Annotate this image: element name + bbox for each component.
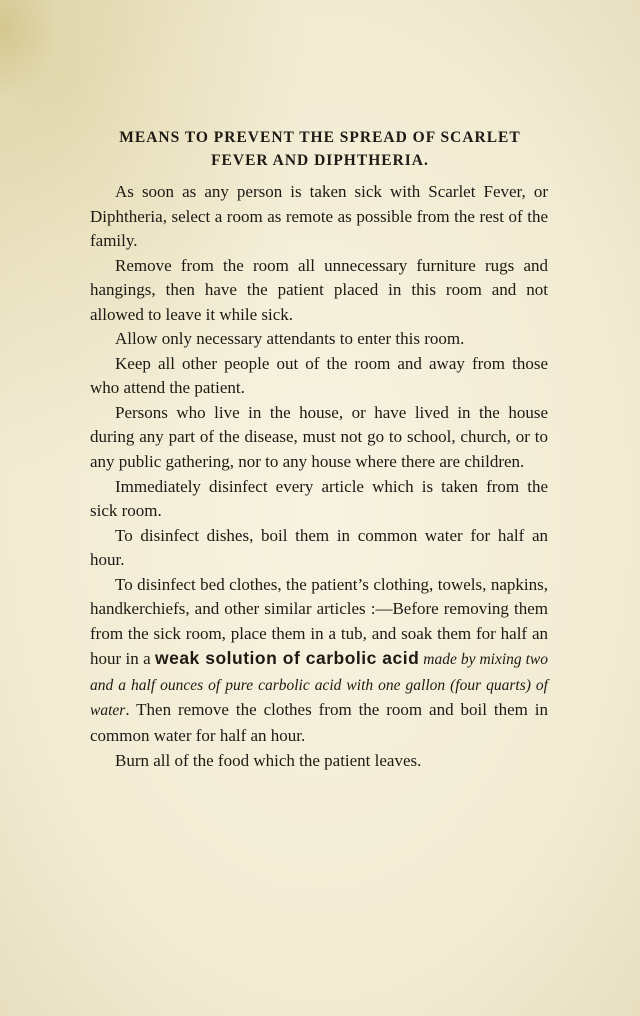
paragraph-burn-food: Burn all of the food which the patient leaves. (115, 750, 422, 770)
paragraph-keep-people-out: Keep all other people out of the room and away from those who attend the patient. (90, 353, 548, 398)
paragraph-disinfect-clothes (90, 573, 548, 749)
paragraph-disinfect-articles: Immediately disinfect every article which is taken from the sick room. (90, 476, 548, 521)
body-text (90, 180, 548, 773)
paragraph-isolate-patient: As soon as any person is taken sick with Scarlet Fever, or Diphtheria, select a room as remote as possible from the rest of the family. (90, 182, 548, 251)
of-water: ) of water (90, 676, 548, 720)
paragraph-attendants: Allow only necessary attendants to enter this room. (115, 329, 465, 349)
title-line-2: FEVER AND DIPHTHERIA. (211, 152, 429, 169)
title-line-1: MEANS TO PREVENT THE SPREAD OF SCARLET (119, 129, 521, 146)
mixing-instructions: made by mixing two and a half ounces of pure carbolic acid with one gallon ( (90, 651, 548, 694)
paper-stain (0, 0, 60, 100)
clothes-text-end: . Then remove the clothes from the room and boil them in common water for half an hour. (90, 700, 548, 746)
paragraph-disinfect-dishes: To disinfect dishes, boil them in common water for half an hour. (90, 525, 548, 570)
four-quarts: four quarts (455, 676, 526, 694)
carbolic-acid-emphasis: weak solution of carbolic acid (154, 648, 420, 669)
paragraph-remove-furniture: Remove from the room all unnecessary furniture rugs and hangings, then have the patient placed in this room and not allowed to leave it while sick. (90, 255, 548, 324)
clothes-text-start: To disinfect bed clothes, the patient’s clothing, towels, napkins, handkerchiefs, and other similar articles :—Before removing them from the sick room, place them in a tub, and soak them for half an hour in a (90, 574, 548, 669)
page-title (88, 126, 552, 172)
paragraph-public-gatherings: Persons who live in the house, or have lived in the house during any part of the disease, must not go to school, church, or to any public gathering, nor to any house where there are children. (90, 402, 548, 472)
